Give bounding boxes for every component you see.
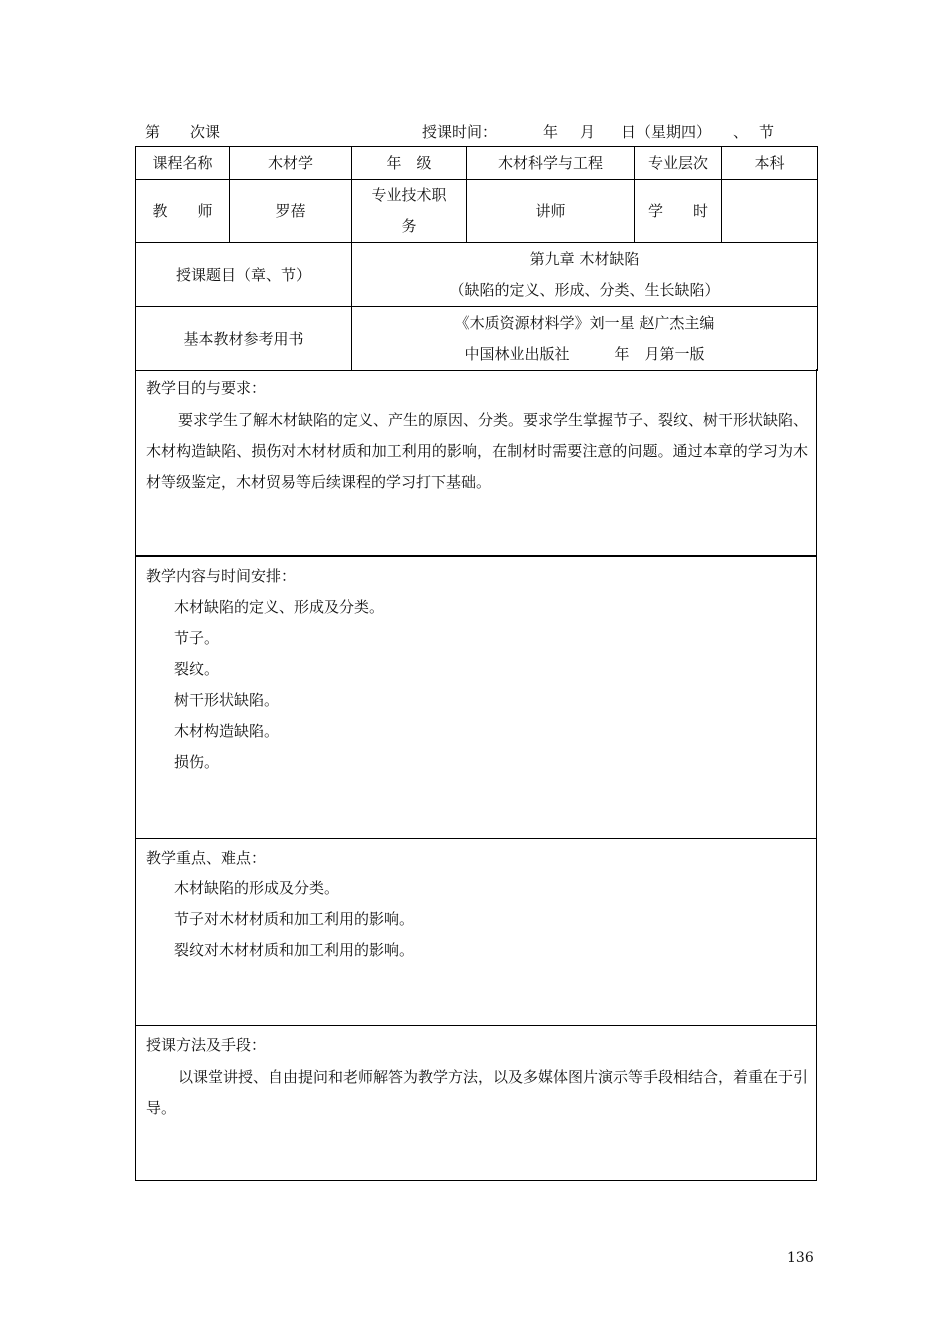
professional-title-value: 讲师: [467, 180, 635, 243]
course-info-table: [135, 146, 818, 371]
row-course: [136, 147, 818, 180]
year-label: 年: [543, 123, 559, 141]
content-item: 节子。: [174, 629, 220, 647]
objectives-title: 教学目的与要求：: [146, 379, 267, 397]
grade-label: 年 级: [352, 147, 467, 180]
methods-section: [135, 1026, 817, 1180]
keypoint-item: 节子对木材材质和加工利用的影响。: [174, 910, 415, 928]
day-weekday-label: 日（星期四）: [621, 123, 712, 141]
professional-title-line2: 务: [401, 217, 417, 235]
lesson-di: 第: [145, 123, 161, 141]
content-item: 裂纹。: [174, 660, 220, 678]
row-textbook: [136, 307, 818, 371]
grade-value: 木材科学与工程: [467, 147, 635, 180]
methods-text: 以课堂讲授、自由提问和老师解答为教学方法，以及多媒体图片演示等手段相结合，着重在于引导。: [146, 1068, 809, 1117]
objectives-text: 要求学生了解木材缺陷的定义、产生的原因、分类。要求学生掌握节子、裂纹、树干形状缺陷、木材构造缺陷、损伤对木材材质和加工利用的影响，在制材时需要注意的问题。通过本章的学习为木材等级鉴定，木材贸易等后续课程的学习打下基础。: [146, 411, 809, 491]
level-label: 专业层次: [635, 147, 722, 180]
table-bottom-border: [135, 1180, 817, 1181]
keypoint-item: 裂纹对木材材质和加工利用的影响。: [174, 941, 415, 959]
professional-title-label: [352, 180, 467, 243]
row-teacher: [136, 180, 818, 243]
textbook-line2: 中国林业出版社 年 月第一版: [464, 344, 705, 363]
topic-label: 授课题目（章、节）: [136, 243, 352, 307]
content-title: 教学内容与时间安排：: [146, 567, 297, 585]
month-label: 月: [580, 123, 596, 141]
content-item: 木材缺陷的定义、形成及分类。: [174, 598, 385, 616]
professional-title-line1: 专业技术职: [371, 186, 447, 204]
content-item: 木材构造缺陷。: [174, 722, 280, 740]
topic-value: [352, 243, 818, 307]
level-value: 本科: [722, 147, 818, 180]
keypoint-item: 木材缺陷的形成及分类。: [174, 879, 340, 897]
course-name-value: 木材学: [230, 147, 352, 180]
teacher-label: 教 师: [136, 180, 230, 243]
hours-label: 学 时: [635, 180, 722, 243]
course-name-label: 课程名称: [136, 147, 230, 180]
textbook-line1: 《木质资源材料学》刘一星 赵广杰主编: [454, 313, 715, 332]
teacher-value: 罗蓓: [230, 180, 352, 243]
keypoints-section: [135, 839, 817, 1025]
topic-line2: （缺陷的定义、形成、分类、生长缺陷）: [449, 280, 720, 299]
topic-line1: 第九章 木材缺陷: [529, 249, 640, 268]
row-topic: [136, 243, 818, 307]
content-section: [135, 557, 817, 838]
hours-value: [722, 180, 818, 243]
page-number: 136: [787, 1250, 814, 1266]
objectives-section: [135, 369, 817, 555]
content-item: 损伤。: [174, 753, 220, 771]
methods-title: 授课方法及手段：: [146, 1036, 267, 1054]
lesson-ci: 次课: [190, 123, 221, 141]
content-item: 树干形状缺陷。: [174, 691, 280, 709]
jie-label: 节: [759, 123, 775, 141]
textbook-value: [352, 307, 818, 371]
textbook-label: 基本教材参考用书: [136, 307, 352, 371]
keypoints-title: 教学重点、难点：: [146, 849, 267, 867]
time-label: 授课时间：: [422, 123, 498, 141]
separator: 、: [733, 123, 749, 141]
